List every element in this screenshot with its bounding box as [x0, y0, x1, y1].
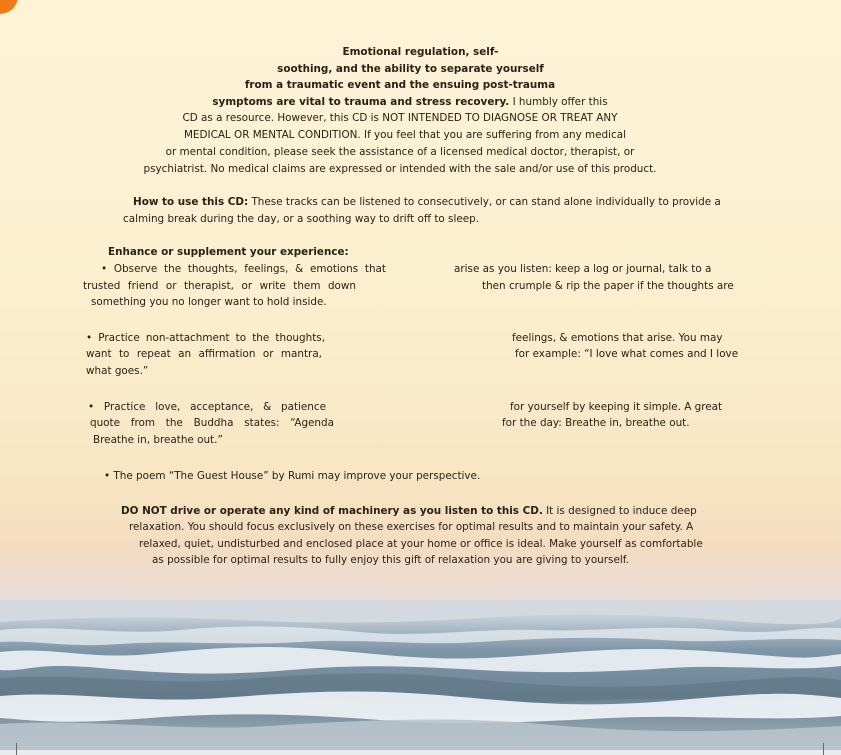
item2-right-line-2: for example: “I love what comes and I love — [515, 348, 739, 360]
item4-line: • The poem “The Guest House” by Rumi may improve your perspective. — [104, 470, 481, 482]
bottom-rule — [0, 750, 841, 755]
warning-bold: DO NOT drive or operate any kind of machinery as you listen to this CD. — [121, 505, 543, 517]
intro-line-8: psychiatrist. No medical claims are expressed or intended with the sale and/or use of this product. — [143, 163, 657, 175]
warning-line-4: as possible for optimal results to fully enjoy this gift of relaxation you are giving to yourself. — [152, 554, 629, 566]
enhance-heading: Enhance or supplement your experience: — [108, 246, 349, 258]
item3-left-line-3: Breathe in, breathe out.” — [93, 434, 223, 446]
how-to-use-line-1 — [133, 195, 721, 209]
item1-left-line-1: • Observe the thoughts, feelings, & emotions that — [101, 263, 386, 275]
intro-line-7: or mental condition, please seek the assistance of a licensed medical doctor, therapist, or — [165, 146, 635, 158]
item2-right-line-1: feelings, & emotions that arise. You may — [512, 332, 723, 344]
item2-left-line-1: • Practice non-attachment to the thoughts, — [86, 332, 325, 344]
intro-line-4-rest: I humbly offer this — [509, 96, 608, 108]
item3-right-line-2: for the day: Breathe in, breathe out. — [502, 417, 690, 429]
crop-mark-right — [823, 743, 824, 755]
how-to-use-heading: How to use this CD: — [133, 196, 249, 208]
intro-bold-line-3: from a traumatic event and the ensuing post-trauma — [244, 79, 556, 91]
ocean-waves-image — [0, 600, 841, 755]
item3-left-line-2: quote from the Buddha states: “Agenda — [90, 417, 334, 429]
warning-line-2: relaxation. You should focus exclusively on these exercises for optimal results and to maintain your safety. A — [129, 521, 694, 533]
warning-line-3: relaxed, quiet, undisturbed and enclosed place at your home or office is ideal. Make yourself as comfortable — [139, 538, 703, 550]
intro-bold-line-1: Emotional regulation, self- — [342, 46, 499, 58]
item2-left-line-2: want to repeat an affirmation or mantra, — [86, 348, 322, 360]
warning-line-1-rest: It is designed to induce deep — [542, 505, 697, 517]
intro-bold-line-2: soothing, and the ability to separate yourself — [277, 63, 544, 75]
item3-left-line-1: • Practice love, acceptance, & patience — [88, 401, 326, 413]
orange-corner-decoration — [0, 0, 18, 14]
intro-bold-line-4: symptoms are vital to trauma and stress recovery. — [212, 96, 510, 108]
how-to-use-text-1: These tracks can be listened to consecutively, or can stand alone individually to provide a — [248, 196, 721, 208]
intro-line-6: MEDICAL OR MENTAL CONDITION. If you feel that you are suffering from any medical — [183, 129, 627, 141]
item1-right-line-2: then crumple & rip the paper if the thoughts are — [482, 280, 734, 292]
item1-left-line-2: trusted friend or therapist, or write them down — [83, 280, 356, 292]
intro-line-4 — [0, 95, 820, 109]
item1-left-line-3: something you no longer want to hold inside. — [91, 296, 327, 308]
item2-left-line-3: what goes.” — [86, 365, 149, 377]
crop-mark-left — [16, 743, 17, 755]
intro-line-5: CD as a resource. However, this CD is NOT INTENDED TO DIAGNOSE OR TREAT ANY — [182, 112, 618, 124]
item3-right-line-1: for yourself by keeping it simple. A great — [510, 401, 723, 413]
how-to-use-text-2: calming break during the day, or a soothing way to drift off to sleep. — [123, 213, 480, 225]
item1-right-line-1: arise as you listen: keep a log or journal, talk to a — [454, 263, 712, 275]
warning-line-1 — [121, 504, 697, 518]
